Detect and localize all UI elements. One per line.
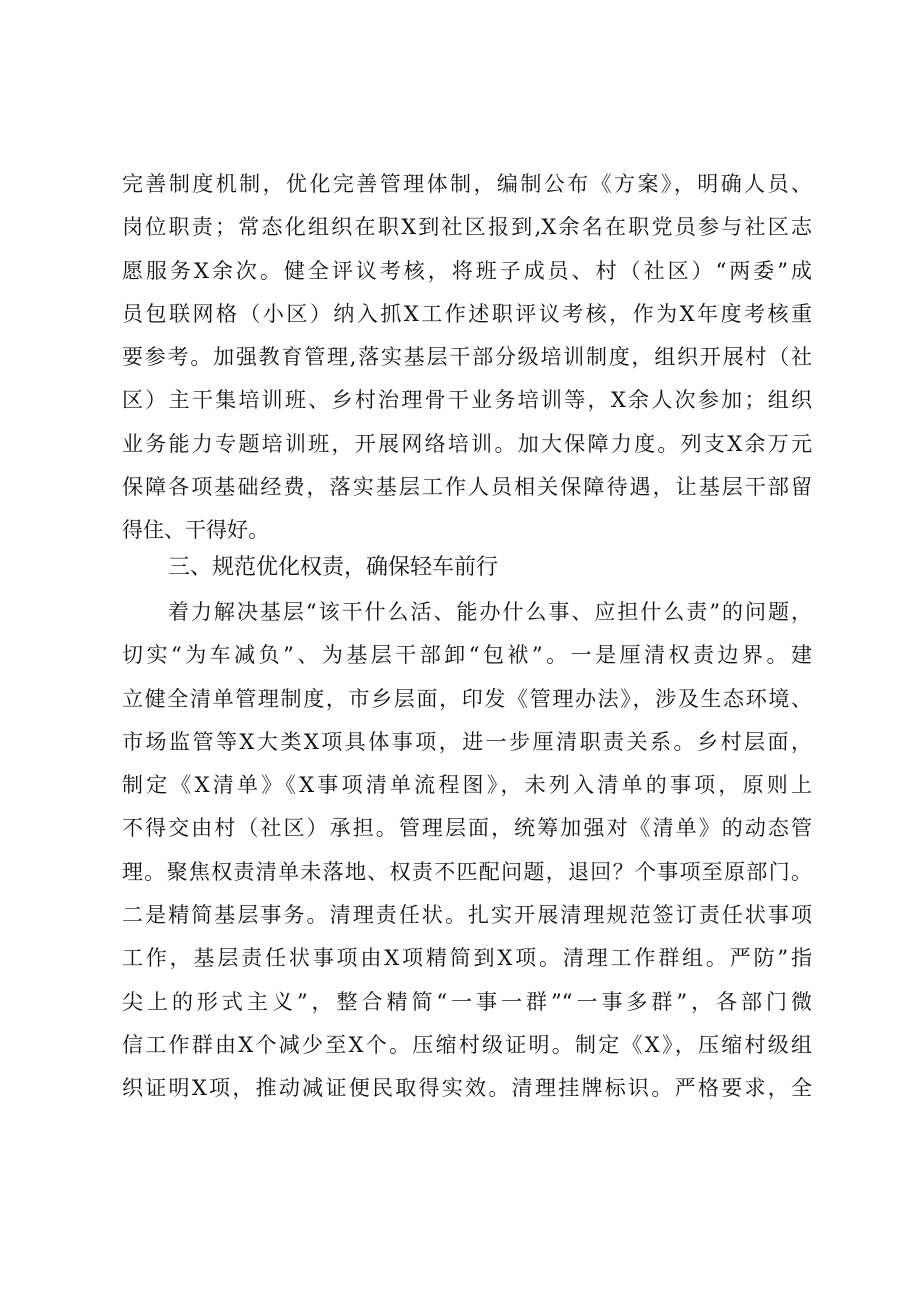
section-heading: 三、规范优化权责，确保轻车前行	[168, 555, 499, 580]
paragraph-line: 制定《X清单》《X事项清单流程图》，未列入清单的事项，原则上	[122, 773, 812, 798]
paragraph-line: 不得交由村（社区）承担。管理层面，统筹加强对《清单》的动态管	[122, 816, 812, 841]
paragraph-line: 尖上的形式主义”，整合精简“一事一群”“一事多群”，各部门微	[122, 989, 812, 1014]
paragraph-line: 员包联网格（小区）纳入抓X工作述职评议考核，作为X年度考核重	[122, 301, 812, 326]
paragraph-line: 得住、干得好。	[122, 518, 269, 543]
paragraph-line: 着力解决基层“该干什么活、能办什么事、应担什么责”的问题，	[122, 600, 812, 624]
paragraph-line: 信工作群由X个减少至X个。压缩村级证明。制定《X》，压缩村级组	[122, 1032, 812, 1057]
paragraph-line: 愿服务X余次。健全评议考核，将班子成员、村（社区）“两委”成	[122, 258, 812, 283]
paragraph-line: 织证明X项，推动减证便民取得实效。清理挂牌标识。严格要求，全	[122, 1076, 812, 1101]
paragraph-line: 保障各项基础经费，落实基层工作人员相关保障待遇，让基层干部留	[122, 475, 812, 500]
paragraph-line: 岗位职责；常态化组织在职X到社区报到,X余名在职党员参与社区志	[122, 215, 812, 240]
paragraph-line: 要参考。加强教育管理,落实基层干部分级培训制度，组织开展村（社	[122, 345, 812, 370]
paragraph-line: 立健全清单管理制度，市乡层面，印发《管理办法》，涉及生态环境、	[122, 686, 812, 711]
paragraph-line: 完善制度机制，优化完善管理体制，编制公布《方案》，明确人员、	[122, 172, 812, 196]
paragraph-line: 市场监管等X大类X项具体事项，进一步厘清职责关系。乡村层面，	[122, 729, 812, 754]
paragraph-line: 理。聚焦权责清单未落地、权责不匹配问题，退回？个事项至原部门。	[122, 859, 812, 884]
paragraph-line: 工作，基层责任状事项由X项精简到X项。清理工作群组。严防”指	[122, 946, 812, 971]
paragraph-2	[122, 591, 812, 1111]
paragraph-1	[122, 163, 812, 553]
paragraph-line: 区）主干集培训班、乡村治理骨干业务培训等，X余人次参加；组织	[122, 388, 812, 413]
paragraph-line: 二是精简基层事务。清理责任状。扎实开展清理规范签订责任状事项	[122, 903, 812, 928]
paragraph-line: 切实“为车减负”、为基层干部卸“包袱”。一是厘清权责边界。建	[122, 643, 812, 668]
paragraph-line: 业务能力专题培训班，开展网络培训。加大保障力度。列支X余万元	[122, 431, 812, 456]
